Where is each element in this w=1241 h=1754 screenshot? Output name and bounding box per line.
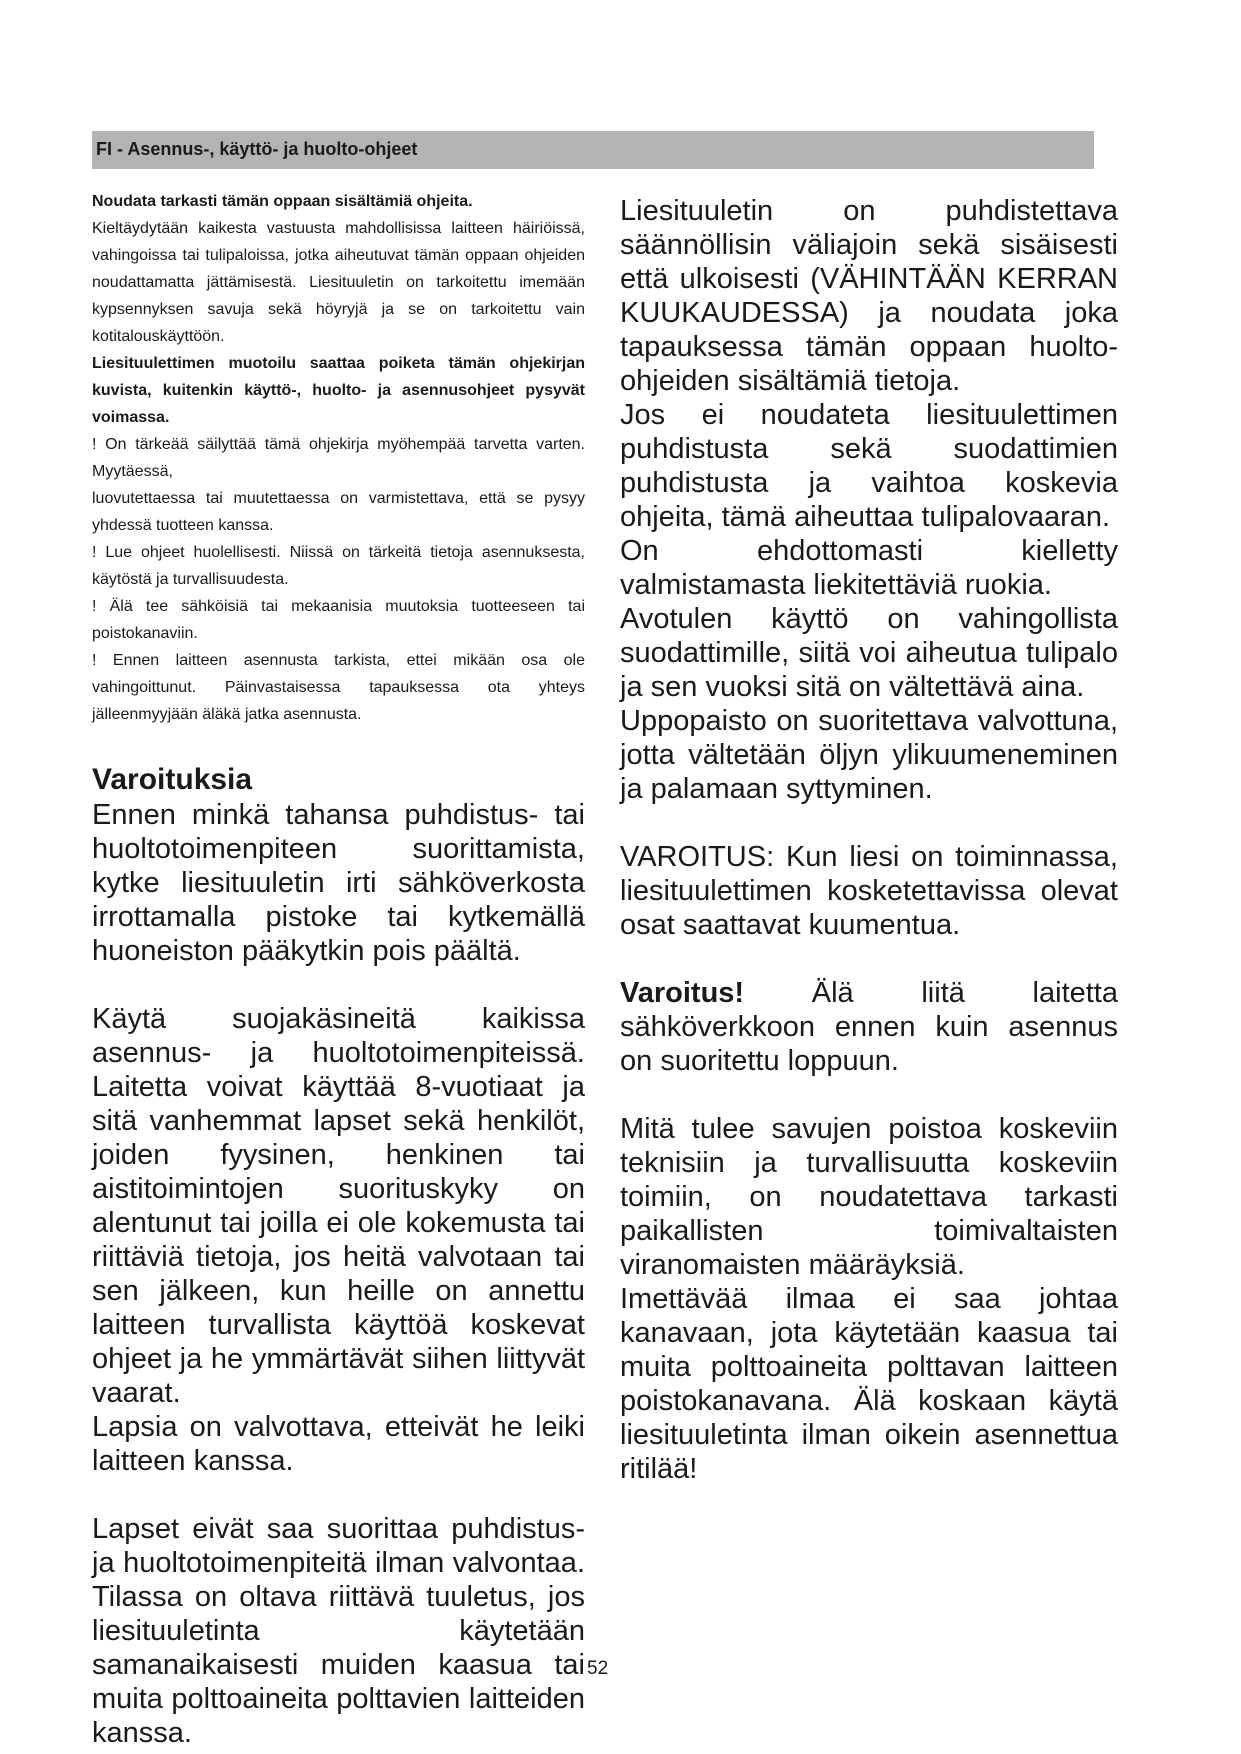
hot-parts-warning: VAROITUS: Kun liesi on toiminnassa, liesituulettimen kosketettavissa olevat osat saattavat kuumentua. [620, 841, 1118, 941]
left-column [92, 188, 585, 1750]
local-regulations: Mitä tulee savujen poistoa koskeviin teknisiin ja turvallisuutta koskeviin toimiin, on noudatettava tarkasti paikallisten toimivaltaisten viranomaisten määräyksiä. [620, 1113, 1118, 1281]
electrical-connection-text: Älä liitä laitetta sähköverkkoon ennen kuin asennus on suoritettu loppuun. [620, 977, 1118, 1077]
warning-children-cleaning: Lapset eivät saa suorittaa puhdistus- ja huoltotoimenpiteitä ilman valvontaa. Tilassa on oltava riittävä tuuletus, jos liesituuletinta käytetään samanaikaisesti muiden kaasua tai muita polttoaineita polttavien laitteiden kanssa. [92, 1513, 585, 1749]
page-number: 52 [587, 1658, 609, 1679]
warning-label: Varoitus! [620, 977, 745, 1009]
warning-gloves-users: Käytä suojakäsineitä kaikissa asennus- ja huoltotoimenpiteissä. Laitetta voivat käyttää 8-vuotiaat ja sitä vanhemmat lapset sekä henkilöt, joiden fyysinen, henkinen tai aistitoimintojen suorituskyky on alentunut tai joilla ei ole kokemusta tai riittäviä tietoja, jos heitä valvotaan tai sen jälkeen, kun heille on annettu laitteen turvallista käyttöä koskevat ohjeet ja he ymmärtävät siihen liittyvät vaarat. [92, 1003, 585, 1409]
warning-disconnect: Ennen minkä tahansa puhdistus- tai huoltotoimenpiteen suorittamista, kytke liesituuletin irti sähköverkosta irrottamalla pistoke tai kytkemällä huoneiston pääkytkin pois päältä. [92, 799, 585, 967]
note-keep-manual-cont: luovutettaessa tai muutettaessa on varmistettava, että se pysyy yhdessä tuotteen kanssa. [92, 490, 585, 534]
design-note: Liesituulettimen muotoilu saattaa poiketa tämän ohjekirjan kuvista, kuitenkin käyttö-, huolto- ja asennusohjeet pysyvät voimassa. [92, 355, 585, 426]
note-read-instructions: ! Lue ohjeet huolellisesti. Niissä on tärkeitä tietoja asennuksesta, käytöstä ja turvallisuudesta. [92, 544, 585, 588]
note-check-damage: ! Ennen laitteen asennusta tarkista, ettei mikään osa ole vahingoittunut. Päinvastaisessa tapauksessa ota yhteys jälleenmyyjään äläkä jatka asennusta. [92, 652, 585, 723]
exhaust-air-warning: Imettävää ilmaa ei saa johtaa kanavaan, jota käytetään kaasua tai muita polttoaineita polttavan laitteen poistokanavana. Älä koskaan käytä liesituuletinta ilman oikein asennettua ritilää! [620, 1283, 1118, 1485]
intro-paragraph: Kieltäydytään kaikesta vastuusta mahdollisissa laitteen häiriöissä, vahingoissa tai tulipaloissa, jotka aiheutuvat tämän oppaan ohjeiden noudattamatta jättämisestä. Liesituuletin on tarkoitettu imemään kypsennyksen savuja sekä höyryjä ja se on tarkoitettu vain kotitalouskäyttöön. [92, 220, 585, 345]
deep-frying-warning: Uppopaisto on suoritettava valvottuna, jotta vältetään öljyn ylikuumeneminen ja palamaan syttyminen. [620, 705, 1118, 805]
section-title: FI - Asennus-, käyttö- ja huolto-ohjeet [96, 139, 418, 159]
note-keep-manual: ! On tärkeää säilyttää tämä ohjekirja myöhempää tarvetta varten. Myytäessä, [92, 436, 585, 480]
right-column [620, 194, 1118, 1486]
note-no-modifications: ! Älä tee sähköisiä tai mekaanisia muutoksia tuotteeseen tai poistokanaviin. [92, 598, 585, 642]
warning-children-play: Lapsia on valvottava, etteivät he leiki laitteen kanssa. [92, 1411, 585, 1477]
electrical-connection-warning [620, 976, 1118, 1078]
open-flame-warning: Avotulen käyttö on vahingollista suodattimille, siitä voi aiheutua tulipalo ja sen vuoksi sitä on vältettävä aina. [620, 603, 1118, 703]
fire-risk-cleaning: Jos ei noudateta liesituulettimen puhdistusta sekä suodattimien puhdistusta ja vaihtoa koskevia ohjeita, tämä aiheuttaa tulipalovaaran. [620, 399, 1118, 533]
cleaning-interval: Liesituuletin on puhdistettava säännöllisin väliajoin sekä sisäisesti että ulkoisesti (VÄHINTÄÄN KERRAN KUUKAUDESSA) ja noudata joka tapauksessa tämän oppaan huolto-ohjeiden sisältämiä tietoja. [620, 195, 1118, 397]
section-header-bar [92, 131, 1094, 169]
warnings-heading: Varoituksia [92, 763, 253, 796]
flambe-prohibited: On ehdottomasti kielletty valmistamasta liekitettäviä ruokia. [620, 535, 1118, 601]
intro-bold-text: Noudata tarkasti tämän oppaan sisältämiä ohjeita. [92, 193, 473, 210]
